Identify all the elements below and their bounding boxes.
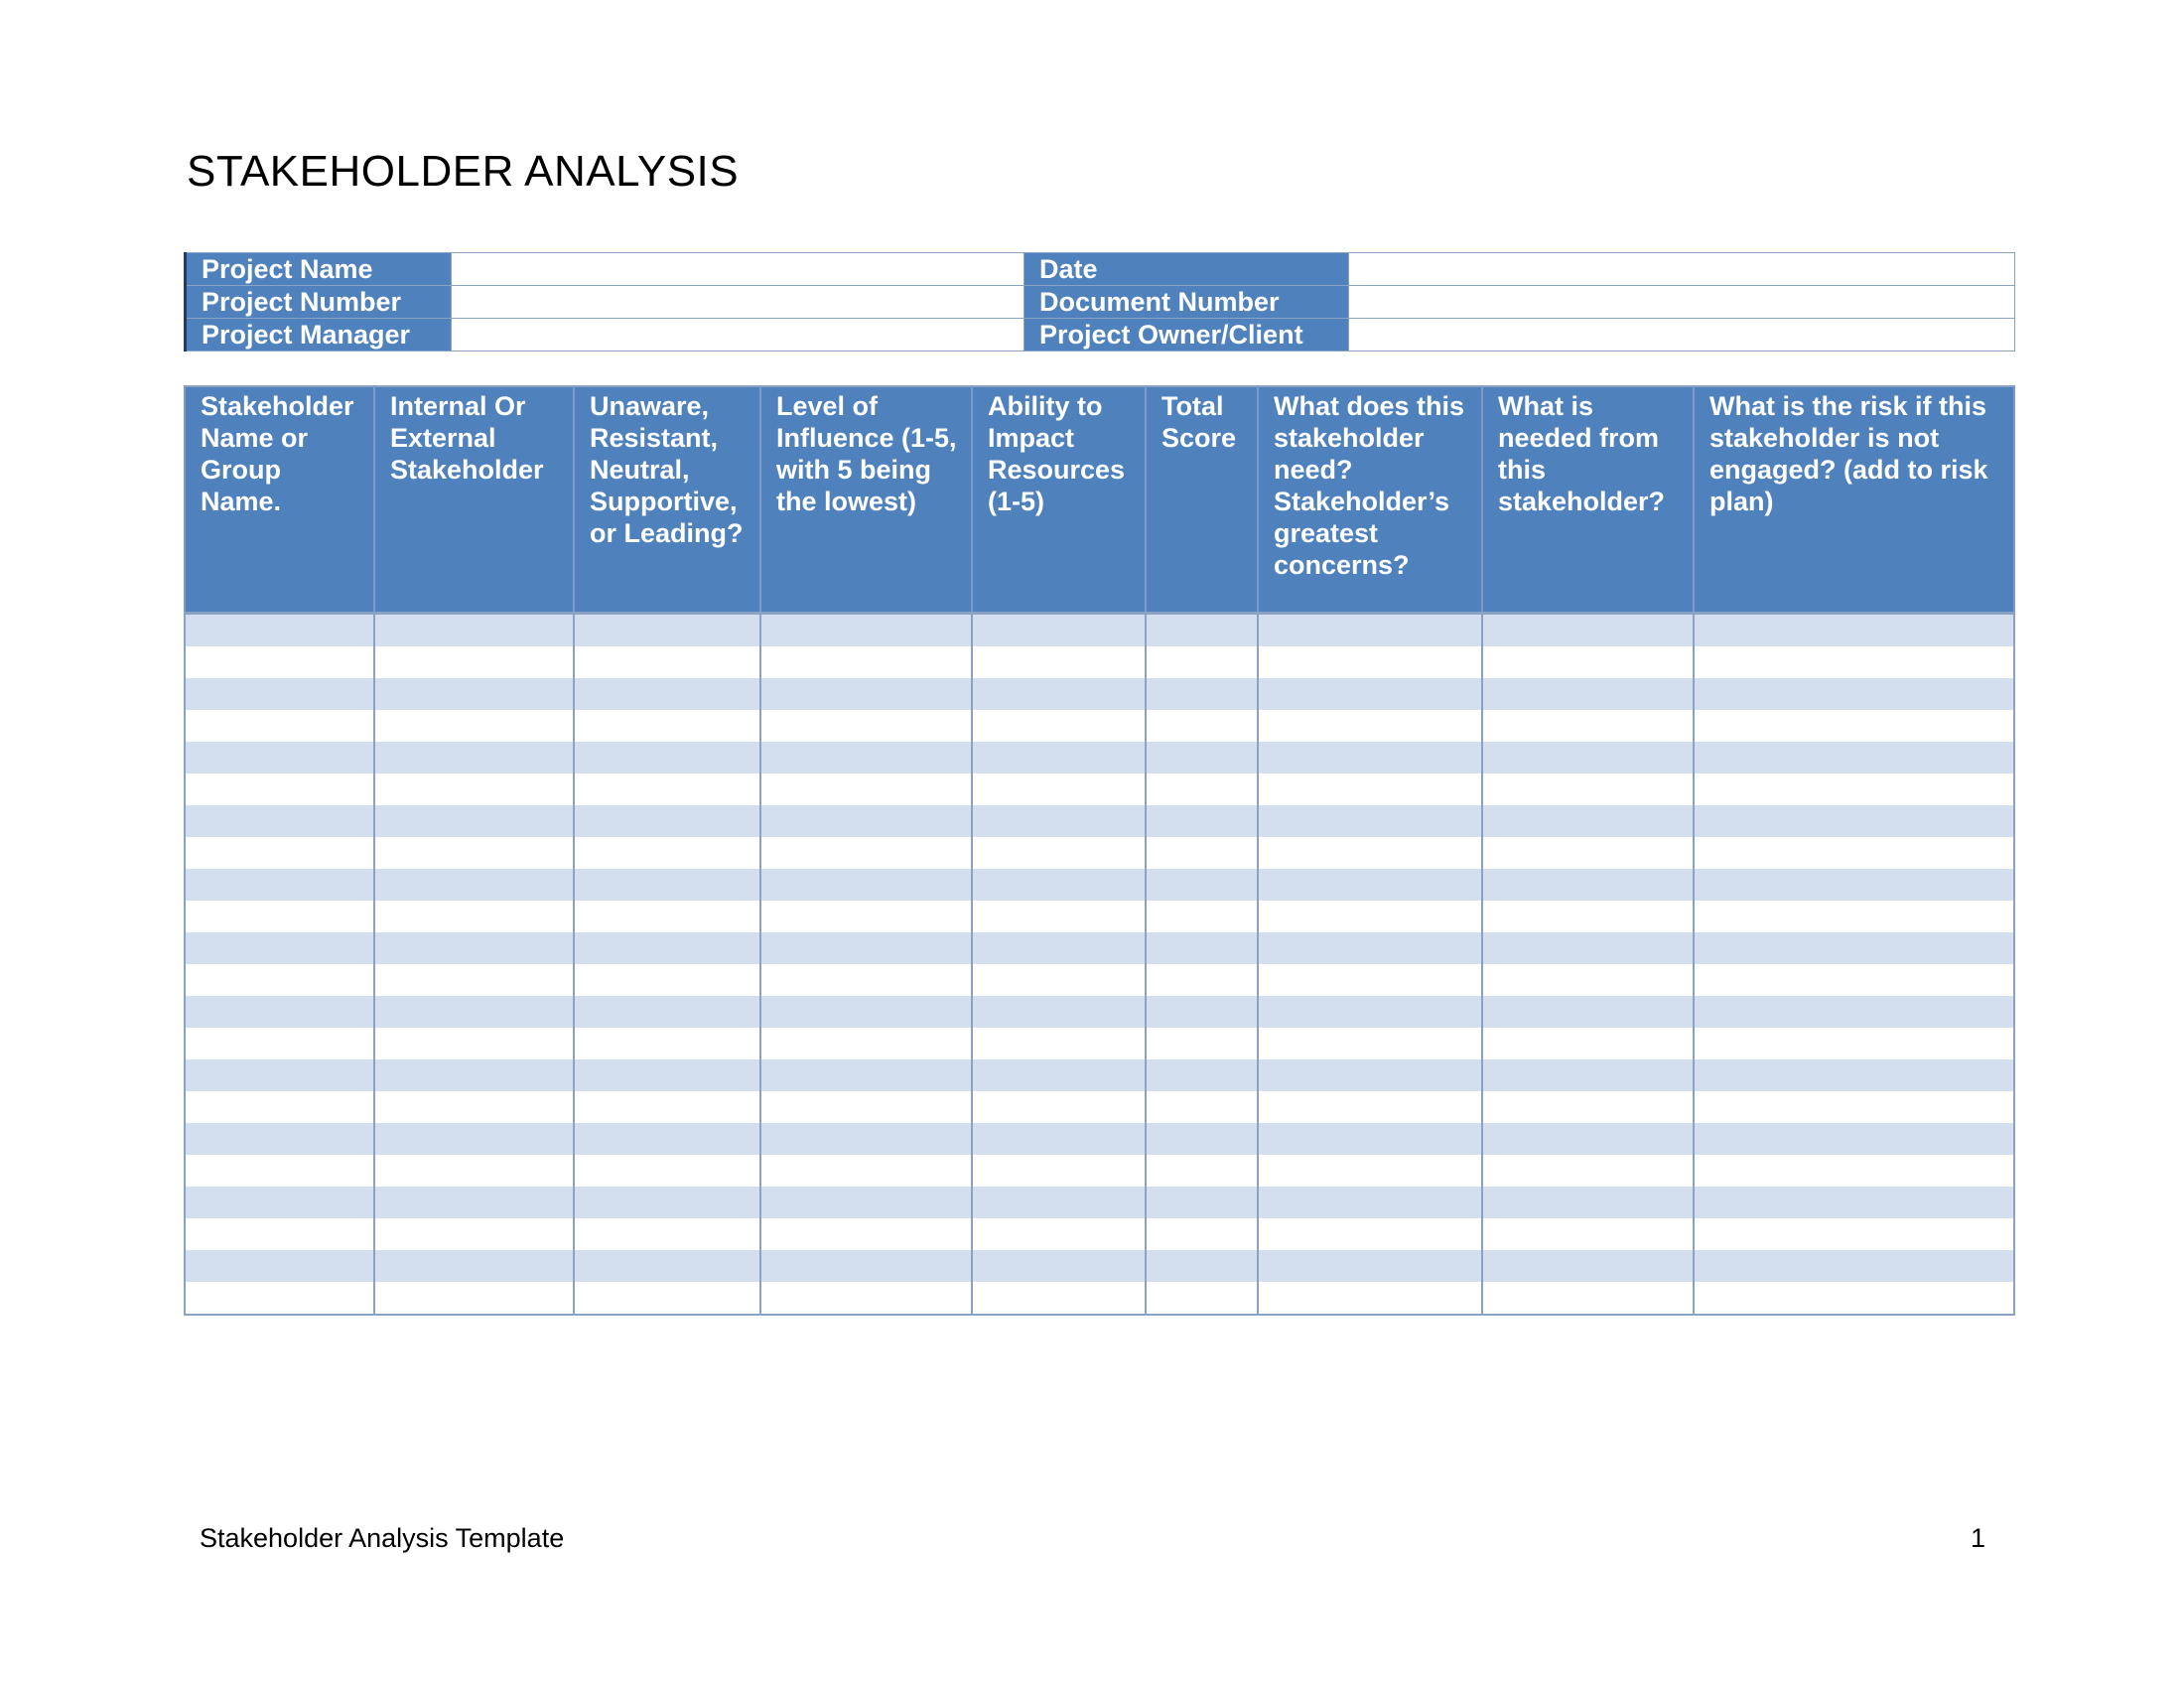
table-cell[interactable] bbox=[574, 1091, 760, 1123]
table-cell[interactable] bbox=[1694, 1059, 2014, 1091]
table-cell[interactable] bbox=[1258, 837, 1482, 869]
table-cell[interactable] bbox=[972, 1028, 1146, 1059]
table-cell[interactable] bbox=[760, 1250, 972, 1282]
table-cell[interactable] bbox=[185, 1155, 374, 1187]
table-cell[interactable] bbox=[374, 964, 574, 996]
table-cell[interactable] bbox=[1258, 1091, 1482, 1123]
table-row bbox=[185, 1218, 2014, 1250]
table-cell[interactable] bbox=[374, 774, 574, 805]
table-cell[interactable] bbox=[574, 774, 760, 805]
table-cell[interactable] bbox=[185, 901, 374, 932]
table-cell[interactable] bbox=[574, 805, 760, 837]
table-row bbox=[185, 646, 2014, 678]
table-cell[interactable] bbox=[760, 869, 972, 901]
table-cell[interactable] bbox=[1694, 1123, 2014, 1155]
table-cell[interactable] bbox=[185, 932, 374, 964]
table-cell[interactable] bbox=[185, 964, 374, 996]
table-cell[interactable] bbox=[972, 964, 1146, 996]
header-attitude: Unaware, Resistant, Neutral, Supportive, or Leading? bbox=[574, 386, 760, 614]
table-cell[interactable] bbox=[1694, 742, 2014, 774]
table-cell[interactable] bbox=[972, 1155, 1146, 1187]
table-cell[interactable] bbox=[574, 1187, 760, 1218]
table-cell[interactable] bbox=[760, 614, 972, 647]
table-cell[interactable] bbox=[574, 901, 760, 932]
header-internal-external: Internal Or External Stakeholder bbox=[374, 386, 574, 614]
header-stakeholder-name: Stakeholder Name or Group Name. bbox=[185, 386, 374, 614]
table-cell[interactable] bbox=[574, 1282, 760, 1315]
table-cell[interactable] bbox=[1482, 1028, 1694, 1059]
table-cell[interactable] bbox=[760, 774, 972, 805]
table-cell[interactable] bbox=[1482, 742, 1694, 774]
table-cell[interactable] bbox=[1482, 710, 1694, 742]
table-row bbox=[185, 996, 2014, 1028]
table-cell[interactable] bbox=[760, 1059, 972, 1091]
table-cell[interactable] bbox=[1146, 1123, 1258, 1155]
table-row bbox=[185, 1091, 2014, 1123]
table-cell[interactable] bbox=[374, 869, 574, 901]
table-cell[interactable] bbox=[1258, 1059, 1482, 1091]
table-cell[interactable] bbox=[574, 678, 760, 710]
table-cell[interactable] bbox=[374, 805, 574, 837]
table-cell[interactable] bbox=[574, 932, 760, 964]
table-cell[interactable] bbox=[1146, 1091, 1258, 1123]
table-cell[interactable] bbox=[1482, 1059, 1694, 1091]
table-cell[interactable] bbox=[185, 1091, 374, 1123]
table-cell[interactable] bbox=[374, 1091, 574, 1123]
table-cell[interactable] bbox=[760, 1155, 972, 1187]
table-row bbox=[185, 1123, 2014, 1155]
table-cell[interactable] bbox=[1146, 837, 1258, 869]
table-cell[interactable] bbox=[374, 742, 574, 774]
table-cell[interactable] bbox=[1258, 1187, 1482, 1218]
table-cell[interactable] bbox=[1482, 1123, 1694, 1155]
table-row bbox=[185, 774, 2014, 805]
table-cell[interactable] bbox=[972, 1187, 1146, 1218]
table-cell[interactable] bbox=[374, 678, 574, 710]
project-owner-field[interactable] bbox=[1349, 319, 2015, 352]
table-cell[interactable] bbox=[1482, 1091, 1694, 1123]
table-cell[interactable] bbox=[1258, 1155, 1482, 1187]
table-row bbox=[185, 1028, 2014, 1059]
table-row bbox=[185, 805, 2014, 837]
table-cell[interactable] bbox=[1694, 710, 2014, 742]
header-stakeholder-needs: What does this stakeholder need? Stakeholder’s greatest concerns? bbox=[1258, 386, 1482, 614]
table-cell[interactable] bbox=[760, 1028, 972, 1059]
table-cell[interactable] bbox=[1694, 805, 2014, 837]
table-cell[interactable] bbox=[1146, 646, 1258, 678]
table-cell[interactable] bbox=[972, 932, 1146, 964]
table-row bbox=[185, 964, 2014, 996]
table-cell[interactable] bbox=[374, 1282, 574, 1315]
table-cell[interactable] bbox=[972, 901, 1146, 932]
header-ability-to-impact: Ability to Impact Resources (1-5) bbox=[972, 386, 1146, 614]
table-cell[interactable] bbox=[185, 710, 374, 742]
table-cell[interactable] bbox=[185, 774, 374, 805]
table-cell[interactable] bbox=[1694, 901, 2014, 932]
table-cell[interactable] bbox=[1482, 614, 1694, 647]
table-cell[interactable] bbox=[1146, 1282, 1258, 1315]
table-cell[interactable] bbox=[374, 1187, 574, 1218]
info-row-1 bbox=[186, 253, 2015, 286]
project-info-table bbox=[184, 252, 2015, 352]
table-cell[interactable] bbox=[374, 1155, 574, 1187]
table-cell[interactable] bbox=[574, 837, 760, 869]
table-cell[interactable] bbox=[374, 646, 574, 678]
table-cell[interactable] bbox=[185, 1218, 374, 1250]
table-cell[interactable] bbox=[1482, 932, 1694, 964]
table-cell[interactable] bbox=[1482, 805, 1694, 837]
table-cell[interactable] bbox=[1258, 1218, 1482, 1250]
table-cell[interactable] bbox=[1482, 646, 1694, 678]
project-name-field[interactable] bbox=[452, 253, 1024, 286]
table-cell[interactable] bbox=[1146, 614, 1258, 647]
table-cell[interactable] bbox=[374, 710, 574, 742]
table-cell[interactable] bbox=[574, 1155, 760, 1187]
header-total-score: Total Score bbox=[1146, 386, 1258, 614]
table-cell[interactable] bbox=[374, 932, 574, 964]
table-cell[interactable] bbox=[574, 964, 760, 996]
table-cell[interactable] bbox=[1482, 774, 1694, 805]
table-row bbox=[185, 837, 2014, 869]
table-body bbox=[185, 614, 2014, 1316]
table-cell[interactable] bbox=[574, 996, 760, 1028]
table-cell[interactable] bbox=[1258, 614, 1482, 647]
table-cell[interactable] bbox=[574, 646, 760, 678]
header-needed-from-stakeholder: What is needed from this stakeholder? bbox=[1482, 386, 1694, 614]
table-cell[interactable] bbox=[374, 614, 574, 647]
table-cell[interactable] bbox=[1258, 964, 1482, 996]
table-cell[interactable] bbox=[1258, 1028, 1482, 1059]
table-cell[interactable] bbox=[972, 805, 1146, 837]
table-cell[interactable] bbox=[1146, 1028, 1258, 1059]
document-number-label: Document Number bbox=[1024, 286, 1349, 319]
table-cell[interactable] bbox=[1694, 996, 2014, 1028]
table-cell[interactable] bbox=[1482, 869, 1694, 901]
header-level-of-influence: Level of Influence (1-5, with 5 being the lowest) bbox=[760, 386, 972, 614]
table-cell[interactable] bbox=[972, 869, 1146, 901]
table-row bbox=[185, 742, 2014, 774]
table-cell[interactable] bbox=[1694, 678, 2014, 710]
table-cell[interactable] bbox=[972, 1059, 1146, 1091]
stakeholder-table bbox=[184, 385, 2015, 1316]
table-cell[interactable] bbox=[972, 678, 1146, 710]
table-row bbox=[185, 869, 2014, 901]
table-cell[interactable] bbox=[374, 1123, 574, 1155]
table-cell[interactable] bbox=[972, 996, 1146, 1028]
table-cell[interactable] bbox=[972, 1091, 1146, 1123]
table-cell[interactable] bbox=[1482, 837, 1694, 869]
table-cell[interactable] bbox=[1694, 1155, 2014, 1187]
table-cell[interactable] bbox=[1482, 1218, 1694, 1250]
table-cell[interactable] bbox=[374, 1059, 574, 1091]
table-row bbox=[185, 710, 2014, 742]
table-cell[interactable] bbox=[1258, 996, 1482, 1028]
table-cell[interactable] bbox=[1258, 932, 1482, 964]
table-row bbox=[185, 1187, 2014, 1218]
table-cell[interactable] bbox=[374, 837, 574, 869]
table-cell[interactable] bbox=[1146, 710, 1258, 742]
table-cell[interactable] bbox=[574, 710, 760, 742]
table-cell[interactable] bbox=[185, 1123, 374, 1155]
table-cell[interactable] bbox=[760, 837, 972, 869]
table-cell[interactable] bbox=[1694, 869, 2014, 901]
table-cell[interactable] bbox=[574, 1123, 760, 1155]
table-cell[interactable] bbox=[374, 1218, 574, 1250]
table-cell[interactable] bbox=[1258, 1123, 1482, 1155]
table-cell[interactable] bbox=[972, 614, 1146, 647]
project-name-label: Project Name bbox=[186, 253, 452, 286]
table-cell[interactable] bbox=[1482, 1282, 1694, 1315]
table-cell[interactable] bbox=[185, 646, 374, 678]
table-cell[interactable] bbox=[1694, 1218, 2014, 1250]
table-cell[interactable] bbox=[1258, 742, 1482, 774]
table-cell[interactable] bbox=[185, 742, 374, 774]
table-row bbox=[185, 614, 2014, 647]
table-cell[interactable] bbox=[1258, 805, 1482, 837]
table-cell[interactable] bbox=[1258, 774, 1482, 805]
table-cell[interactable] bbox=[1482, 964, 1694, 996]
table-cell[interactable] bbox=[374, 1250, 574, 1282]
table-cell[interactable] bbox=[185, 837, 374, 869]
table-cell[interactable] bbox=[1146, 805, 1258, 837]
date-label: Date bbox=[1024, 253, 1349, 286]
table-cell[interactable] bbox=[760, 932, 972, 964]
table-row bbox=[185, 678, 2014, 710]
table-cell[interactable] bbox=[374, 901, 574, 932]
table-cell[interactable] bbox=[1146, 1250, 1258, 1282]
table-cell[interactable] bbox=[574, 614, 760, 647]
table-cell[interactable] bbox=[760, 646, 972, 678]
project-manager-label: Project Manager bbox=[186, 319, 452, 352]
table-cell[interactable] bbox=[1258, 901, 1482, 932]
project-number-label: Project Number bbox=[186, 286, 452, 319]
table-cell[interactable] bbox=[374, 996, 574, 1028]
table-cell[interactable] bbox=[1694, 964, 2014, 996]
table-cell[interactable] bbox=[1146, 996, 1258, 1028]
table-cell[interactable] bbox=[574, 1028, 760, 1059]
document-number-field[interactable] bbox=[1349, 286, 2015, 319]
table-cell[interactable] bbox=[1146, 1187, 1258, 1218]
table-cell[interactable] bbox=[1694, 1282, 2014, 1315]
table-cell[interactable] bbox=[1258, 1282, 1482, 1315]
table-row bbox=[185, 1155, 2014, 1187]
table-header-row bbox=[185, 386, 2014, 614]
table-row bbox=[185, 901, 2014, 932]
table-cell[interactable] bbox=[1146, 678, 1258, 710]
table-cell[interactable] bbox=[1694, 1250, 2014, 1282]
table-cell[interactable] bbox=[972, 774, 1146, 805]
table-cell[interactable] bbox=[185, 678, 374, 710]
table-cell[interactable] bbox=[1146, 932, 1258, 964]
table-cell[interactable] bbox=[972, 1282, 1146, 1315]
project-owner-label: Project Owner/Client bbox=[1024, 319, 1349, 352]
header-risk-if-not-engaged: What is the risk if this stakeholder is not engaged? (add to risk plan) bbox=[1694, 386, 2014, 614]
table-cell[interactable] bbox=[574, 1059, 760, 1091]
table-cell[interactable] bbox=[972, 837, 1146, 869]
info-row-3 bbox=[186, 319, 2015, 352]
table-cell[interactable] bbox=[574, 1218, 760, 1250]
table-cell[interactable] bbox=[185, 1282, 374, 1315]
table-cell[interactable] bbox=[1258, 710, 1482, 742]
table-cell[interactable] bbox=[1482, 678, 1694, 710]
table-cell[interactable] bbox=[1482, 1187, 1694, 1218]
table-cell[interactable] bbox=[1694, 1091, 2014, 1123]
table-cell[interactable] bbox=[760, 1123, 972, 1155]
project-manager-field[interactable] bbox=[452, 319, 1024, 352]
table-cell[interactable] bbox=[1146, 1059, 1258, 1091]
table-cell[interactable] bbox=[760, 996, 972, 1028]
table-cell[interactable] bbox=[1146, 742, 1258, 774]
table-cell[interactable] bbox=[1482, 1155, 1694, 1187]
table-cell[interactable] bbox=[1694, 646, 2014, 678]
table-cell[interactable] bbox=[972, 646, 1146, 678]
table-cell[interactable] bbox=[1694, 774, 2014, 805]
table-cell[interactable] bbox=[185, 1059, 374, 1091]
table-cell[interactable] bbox=[1482, 996, 1694, 1028]
table-cell[interactable] bbox=[760, 742, 972, 774]
table-cell[interactable] bbox=[1146, 901, 1258, 932]
table-cell[interactable] bbox=[1258, 1250, 1482, 1282]
page-number: 1 bbox=[1971, 1523, 1986, 1553]
table-cell[interactable] bbox=[760, 1091, 972, 1123]
table-cell[interactable] bbox=[760, 1187, 972, 1218]
table-cell[interactable] bbox=[1694, 837, 2014, 869]
table-cell[interactable] bbox=[574, 869, 760, 901]
table-row bbox=[185, 1282, 2014, 1315]
table-cell[interactable] bbox=[185, 1187, 374, 1218]
page-title: STAKEHOLDER ANALYSIS bbox=[187, 147, 740, 196]
table-cell[interactable] bbox=[1258, 646, 1482, 678]
table-cell[interactable] bbox=[1146, 1155, 1258, 1187]
table-cell[interactable] bbox=[185, 1028, 374, 1059]
table-cell[interactable] bbox=[185, 1250, 374, 1282]
table-cell[interactable] bbox=[760, 805, 972, 837]
table-cell[interactable] bbox=[760, 1282, 972, 1315]
table-cell[interactable] bbox=[574, 742, 760, 774]
table-cell[interactable] bbox=[1146, 1218, 1258, 1250]
table-cell[interactable] bbox=[1146, 964, 1258, 996]
table-cell[interactable] bbox=[1146, 869, 1258, 901]
table-cell[interactable] bbox=[1258, 678, 1482, 710]
table-row bbox=[185, 1250, 2014, 1282]
table-cell[interactable] bbox=[185, 869, 374, 901]
table-cell[interactable] bbox=[760, 710, 972, 742]
table-cell[interactable] bbox=[760, 964, 972, 996]
table-cell[interactable] bbox=[972, 742, 1146, 774]
project-number-field[interactable] bbox=[452, 286, 1024, 319]
table-cell[interactable] bbox=[972, 1123, 1146, 1155]
table-cell[interactable] bbox=[374, 1028, 574, 1059]
table-cell[interactable] bbox=[972, 1218, 1146, 1250]
table-cell[interactable] bbox=[185, 996, 374, 1028]
table-cell[interactable] bbox=[1482, 1250, 1694, 1282]
table-cell[interactable] bbox=[760, 901, 972, 932]
date-field[interactable] bbox=[1349, 253, 2015, 286]
table-cell[interactable] bbox=[1694, 614, 2014, 647]
table-cell[interactable] bbox=[574, 1250, 760, 1282]
table-cell[interactable] bbox=[1694, 1187, 2014, 1218]
table-cell[interactable] bbox=[760, 678, 972, 710]
table-cell[interactable] bbox=[185, 614, 374, 647]
table-cell[interactable] bbox=[1694, 932, 2014, 964]
table-cell[interactable] bbox=[1694, 1028, 2014, 1059]
table-cell[interactable] bbox=[760, 1218, 972, 1250]
table-cell[interactable] bbox=[1146, 774, 1258, 805]
info-row-2 bbox=[186, 286, 2015, 319]
table-cell[interactable] bbox=[185, 805, 374, 837]
table-cell[interactable] bbox=[1482, 901, 1694, 932]
table-cell[interactable] bbox=[972, 710, 1146, 742]
table-cell[interactable] bbox=[972, 1250, 1146, 1282]
table-cell[interactable] bbox=[1258, 869, 1482, 901]
table-row bbox=[185, 932, 2014, 964]
footer-template-name: Stakeholder Analysis Template bbox=[200, 1523, 565, 1553]
table-row bbox=[185, 1059, 2014, 1091]
